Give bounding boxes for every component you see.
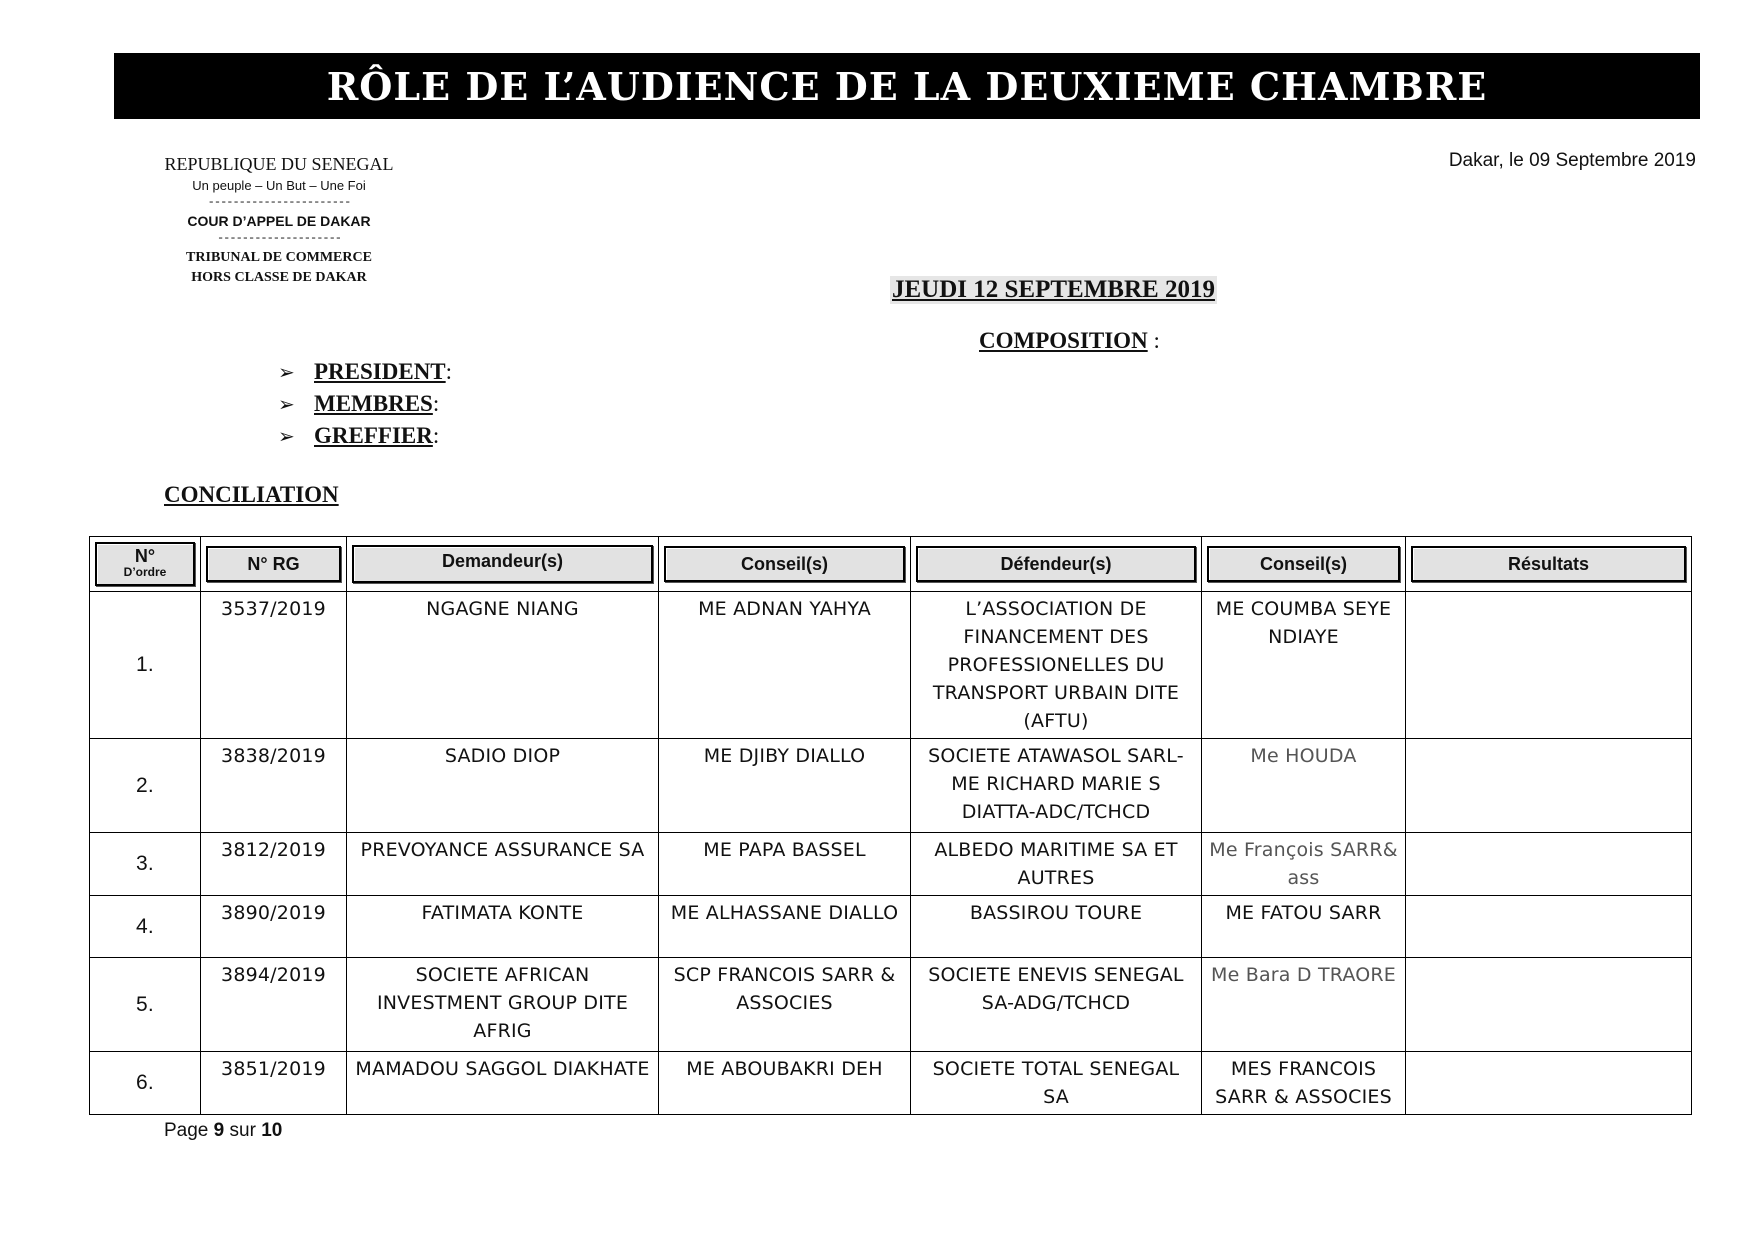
row-conseil-demandeur: ME ABOUBAKRI DEH bbox=[659, 1052, 911, 1115]
role-label: GREFFIER bbox=[314, 423, 433, 448]
role-suffix: : bbox=[445, 359, 453, 384]
header-resultats-label: Résultats bbox=[1411, 546, 1686, 582]
row-conseil-demandeur: ME PAPA BASSEL bbox=[659, 833, 911, 896]
table-row bbox=[90, 958, 1692, 1052]
republic-name: REPUBLIQUE DU SENEGAL bbox=[164, 154, 394, 174]
row-conseil-defendeur: ME FATOU SARR bbox=[1202, 896, 1406, 958]
row-resultat bbox=[1406, 833, 1692, 896]
hearing-date: JEUDI 12 SEPTEMBRE 2019 bbox=[892, 276, 1215, 303]
page-footer bbox=[164, 1120, 282, 1142]
row-defendeur: BASSIROU TOURE bbox=[911, 896, 1202, 958]
row-number: 3. bbox=[90, 833, 201, 896]
row-conseil-demandeur: SCP FRANCOIS SARR & ASSOCIES bbox=[659, 958, 911, 1052]
row-resultat bbox=[1406, 958, 1692, 1052]
row-demandeur: NGAGNE NIANG bbox=[347, 592, 659, 739]
row-defendeur: SOCIETE ENEVIS SENEGAL SA-ADG/TCHCD bbox=[911, 958, 1202, 1052]
row-demandeur: PREVOYANCE ASSURANCE SA bbox=[347, 833, 659, 896]
row-number: 2. bbox=[90, 739, 201, 833]
row-resultat bbox=[1406, 896, 1692, 958]
header-defendeur-label: Défendeur(s) bbox=[916, 546, 1196, 582]
row-demandeur: SADIO DIOP bbox=[347, 739, 659, 833]
row-conseil-demandeur: ME DJIBY DIALLO bbox=[659, 739, 911, 833]
row-rg: 3537/2019 bbox=[201, 592, 347, 739]
header-rg-label: N° RG bbox=[206, 546, 341, 582]
table-row bbox=[90, 739, 1692, 833]
court-header bbox=[140, 154, 418, 288]
row-conseil-defendeur: Me François SARR& ass bbox=[1202, 833, 1406, 896]
row-number: 5. bbox=[90, 958, 201, 1052]
row-number: 1. bbox=[90, 592, 201, 739]
composition-label: COMPOSITION bbox=[979, 328, 1148, 353]
row-rg: 3890/2019 bbox=[201, 896, 347, 958]
row-conseil-defendeur: ME COUMBA SEYE NDIAYE bbox=[1202, 592, 1406, 739]
row-number: 6. bbox=[90, 1052, 201, 1115]
role-suffix: : bbox=[432, 391, 440, 416]
role-membres bbox=[278, 388, 452, 420]
row-defendeur: L’ASSOCIATION DE FINANCEMENT DES PROFESSIONELLES DU TRANSPORT URBAIN DITE (AFTU) bbox=[911, 592, 1202, 739]
header-order-box bbox=[95, 542, 195, 586]
row-demandeur: SOCIETE AFRICAN INVESTMENT GROUP DITE AFRIG bbox=[347, 958, 659, 1052]
court-name: COUR D’APPEL DE DAKAR bbox=[187, 213, 371, 229]
row-conseil-defendeur: MES FRANCOIS SARR & ASSOCIES bbox=[1202, 1052, 1406, 1115]
separator-line: -------------------- bbox=[216, 231, 342, 245]
row-resultat bbox=[1406, 592, 1692, 739]
header-order-label: N° bbox=[134, 546, 156, 566]
header-conseil-label: Conseil(s) bbox=[664, 546, 905, 582]
row-demandeur: MAMADOU SAGGOL DIAKHATE bbox=[347, 1052, 659, 1115]
row-conseil-defendeur: Me HOUDA bbox=[1202, 739, 1406, 833]
header-resultats bbox=[1406, 537, 1692, 592]
header-rg bbox=[201, 537, 347, 592]
table-row bbox=[90, 833, 1692, 896]
arrow-bullet-icon: ➢ bbox=[278, 393, 295, 416]
table-header-row bbox=[90, 537, 1692, 592]
sur-word: sur bbox=[229, 1120, 256, 1141]
header-defendeur bbox=[911, 537, 1202, 592]
role-president bbox=[278, 356, 452, 388]
tribunal-line-1: TRIBUNAL DE COMMERCE bbox=[186, 250, 372, 265]
header-demandeur bbox=[347, 537, 659, 592]
composition-suffix: : bbox=[1147, 328, 1160, 353]
row-defendeur: SOCIETE ATAWASOL SARL-ME RICHARD MARIE S DIATTA-ADC/TCHCD bbox=[911, 739, 1202, 833]
row-resultat bbox=[1406, 1052, 1692, 1115]
role-suffix: : bbox=[432, 423, 440, 448]
table-row bbox=[90, 1052, 1692, 1115]
separator-line: ----------------------- bbox=[207, 195, 351, 209]
page-current: 9 bbox=[213, 1120, 225, 1141]
header-order bbox=[90, 537, 201, 592]
page-total: 10 bbox=[261, 1120, 283, 1141]
tribunal-name bbox=[140, 248, 418, 288]
row-conseil-demandeur: ME ALHASSANE DIALLO bbox=[659, 896, 911, 958]
header-demandeur-label: Demandeur(s) bbox=[352, 545, 653, 583]
document-date: Dakar, le 09 Septembre 2019 bbox=[1448, 150, 1696, 171]
document-title: RÔLE DE L’AUDIENCE DE LA DEUXIEME CHAMBRE bbox=[326, 63, 1488, 109]
national-motto: Un peuple – Un But – Une Foi bbox=[192, 178, 366, 193]
role-label: PRESIDENT bbox=[314, 359, 446, 384]
row-conseil-defendeur: Me Bara D TRAORE bbox=[1202, 958, 1406, 1052]
arrow-bullet-icon: ➢ bbox=[278, 361, 295, 384]
header-order-sublabel: D’ordre bbox=[123, 565, 167, 579]
role-greffier bbox=[278, 420, 452, 452]
composition-roles bbox=[278, 356, 452, 452]
row-resultat bbox=[1406, 739, 1692, 833]
page-word: Page bbox=[164, 1120, 209, 1141]
header-conseil-1 bbox=[659, 537, 911, 592]
row-rg: 3838/2019 bbox=[201, 739, 347, 833]
row-rg: 3894/2019 bbox=[201, 958, 347, 1052]
row-number: 4. bbox=[90, 896, 201, 958]
arrow-bullet-icon: ➢ bbox=[278, 425, 295, 448]
row-rg: 3812/2019 bbox=[201, 833, 347, 896]
row-conseil-demandeur: ME ADNAN YAHYA bbox=[659, 592, 911, 739]
header-conseil-label: Conseil(s) bbox=[1207, 546, 1400, 582]
section-title-conciliation: CONCILIATION bbox=[164, 482, 339, 507]
table-row bbox=[90, 896, 1692, 958]
title-banner bbox=[114, 53, 1700, 119]
row-defendeur: SOCIETE TOTAL SENEGAL SA bbox=[911, 1052, 1202, 1115]
tribunal-line-2: HORS CLASSE DE DAKAR bbox=[191, 270, 367, 285]
header-conseil-2 bbox=[1202, 537, 1406, 592]
row-rg: 3851/2019 bbox=[201, 1052, 347, 1115]
row-demandeur: FATIMATA KONTE bbox=[347, 896, 659, 958]
composition-heading bbox=[979, 328, 1160, 354]
role-label: MEMBRES bbox=[314, 391, 433, 416]
table-row bbox=[90, 592, 1692, 739]
row-defendeur: ALBEDO MARITIME SA ET AUTRES bbox=[911, 833, 1202, 896]
hearing-roll-table bbox=[89, 536, 1692, 1115]
